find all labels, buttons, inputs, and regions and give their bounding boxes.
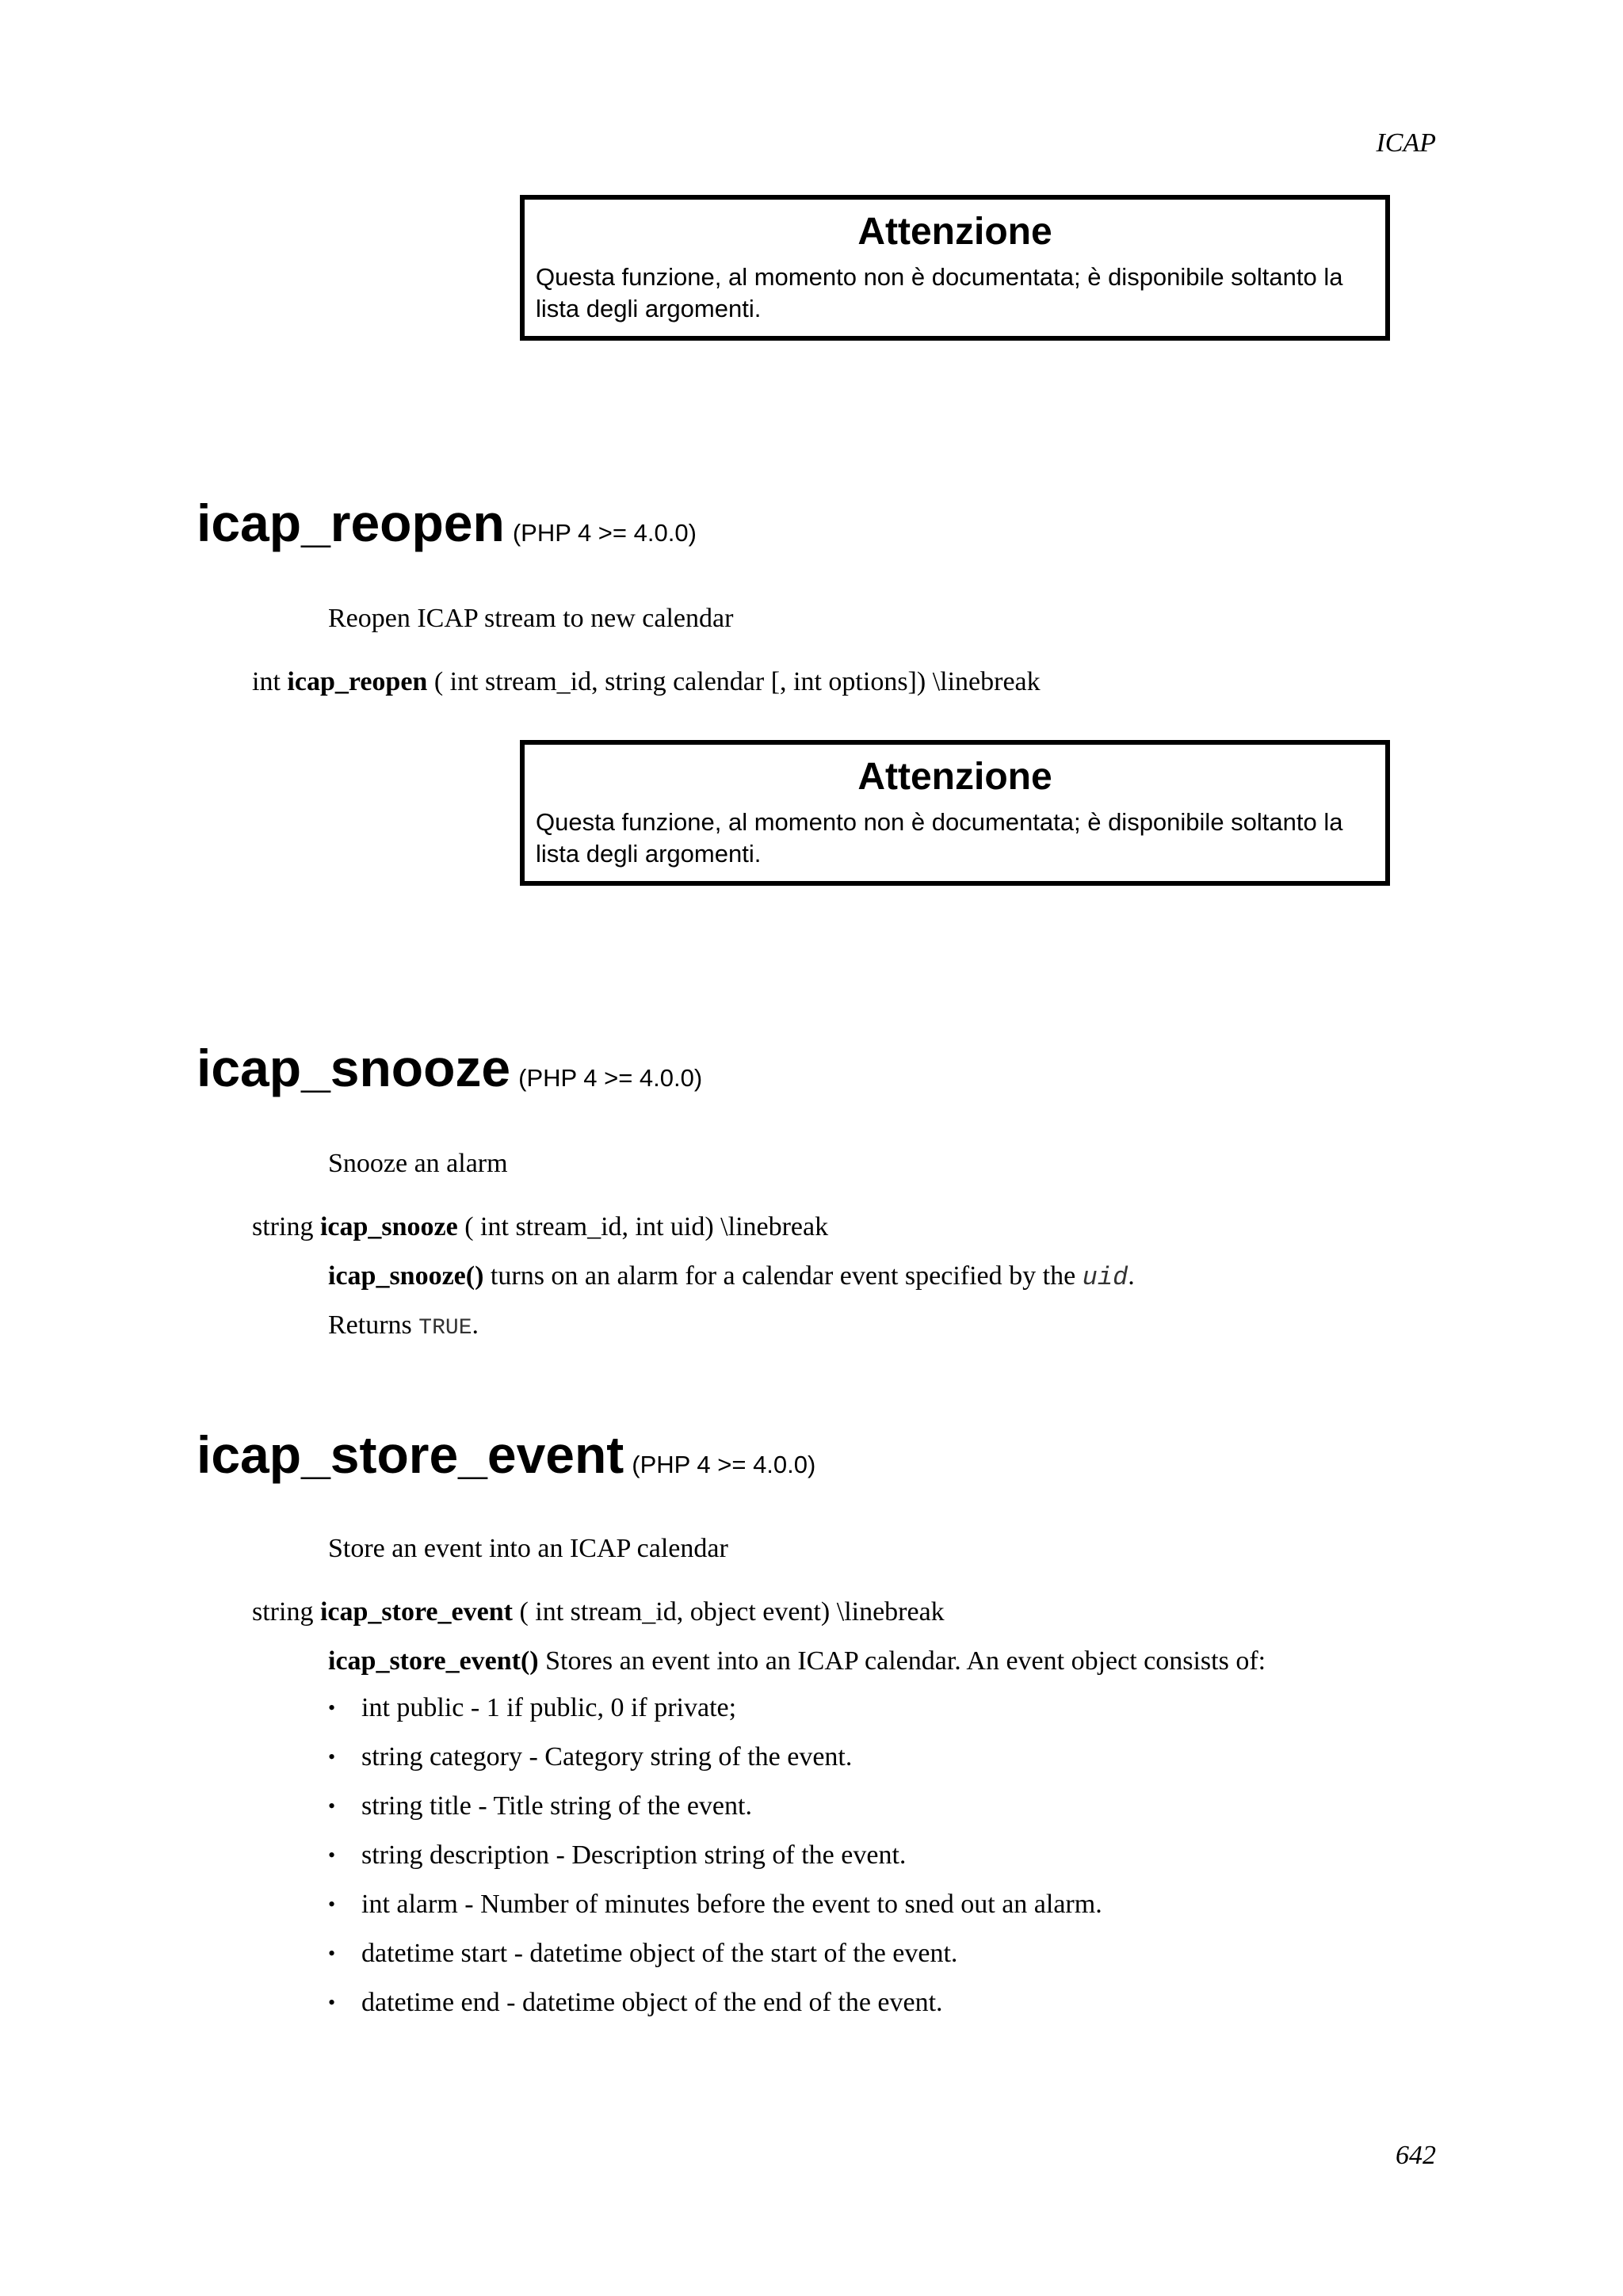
synopsis-arguments: ( int stream_id, object event) \linebreak [519,1597,945,1627]
warning-box [520,740,1390,886]
function-synopsis [252,667,1041,697]
returns-label: Returns [328,1310,412,1340]
version-info: (PHP 4 >= 4.0.0) [632,1451,816,1478]
entry-heading-icap-reopen [197,493,697,553]
list-item [328,1741,1102,1791]
parameter-name: uid [1082,1263,1128,1292]
warning-title: Attenzione [857,756,1052,798]
warning-box [520,195,1390,341]
synopsis-arguments: ( int stream_id, int uid) \linebreak [464,1212,829,1241]
description-end: . [1128,1261,1135,1291]
list-item-text: datetime start - datetime object of the start of the event. [361,1939,958,1968]
function-synopsis [252,1212,828,1242]
entry-heading-icap-snooze [197,1038,702,1098]
function-purpose: Store an event into an ICAP calendar [328,1534,728,1563]
list-item [328,1987,1102,2036]
function-description [328,1646,1266,1676]
event-fields-list [328,1692,1102,2036]
list-item-text: int public - 1 if public, 0 if private; [361,1693,737,1722]
description-function-name: icap_snooze() [328,1261,484,1291]
function-purpose: Snooze an alarm [328,1149,508,1178]
warning-text: Questa funzione, al momento non è documentata; è disponibile soltanto la lista degli argomenti. [536,263,1343,322]
function-name: icap_store_event [197,1425,624,1484]
synopsis-function-name: icap_reopen [287,667,428,696]
function-synopsis [252,1597,945,1627]
list-item-text: string category - Category string of the event. [361,1742,853,1772]
function-name: icap_reopen [197,494,505,552]
bullet-icon: • [328,1745,336,1768]
bullet-icon: • [328,1991,336,2014]
description-text: Stores an event into an ICAP calendar. An event object consists of: [545,1646,1266,1676]
return-type: string [252,1597,314,1627]
synopsis-function-name: icap_store_event [319,1597,513,1627]
description-function-name: icap_store_event() [328,1646,539,1676]
list-item [328,1889,1102,1938]
bullet-icon: • [328,1844,336,1867]
warning-title: Attenzione [857,211,1052,253]
list-item-text: string description - Description string of the event. [361,1840,907,1870]
synopsis-arguments: ( int stream_id, string calendar [, int options]) \linebreak [433,667,1041,696]
list-item-text: string title - Title string of the event. [361,1791,752,1821]
version-info: (PHP 4 >= 4.0.0) [512,519,697,547]
bullet-icon: • [328,1794,336,1817]
returns-end: . [472,1310,479,1340]
list-item [328,1791,1102,1840]
return-type: int [252,667,281,696]
function-description [328,1261,1135,1292]
running-header: ICAP [1376,128,1436,158]
bullet-icon: • [328,1942,336,1965]
entry-heading-icap-store-event [197,1425,815,1485]
list-item [328,1938,1102,1987]
function-name: icap_snooze [197,1039,511,1097]
bullet-icon: • [328,1696,336,1719]
return-type: string [252,1212,314,1241]
page-number: 642 [1396,2141,1436,2170]
warning-text: Questa funzione, al momento non è documentata; è disponibile soltanto la lista degli argomenti. [536,808,1343,868]
list-item [328,1840,1102,1889]
return-value [328,1310,479,1341]
list-item-text: int alarm - Number of minutes before the event to sned out an alarm. [361,1890,1102,1919]
function-purpose: Reopen ICAP stream to new calendar [328,604,734,633]
list-item-text: datetime end - datetime object of the end of the event. [361,1988,943,2017]
return-constant: TRUE [418,1316,472,1341]
list-item [328,1692,1102,1741]
version-info: (PHP 4 >= 4.0.0) [518,1064,703,1092]
synopsis-function-name: icap_snooze [319,1212,458,1241]
bullet-icon: • [328,1893,336,1916]
description-text: turns on an alarm for a calendar event specified by the [490,1261,1076,1291]
